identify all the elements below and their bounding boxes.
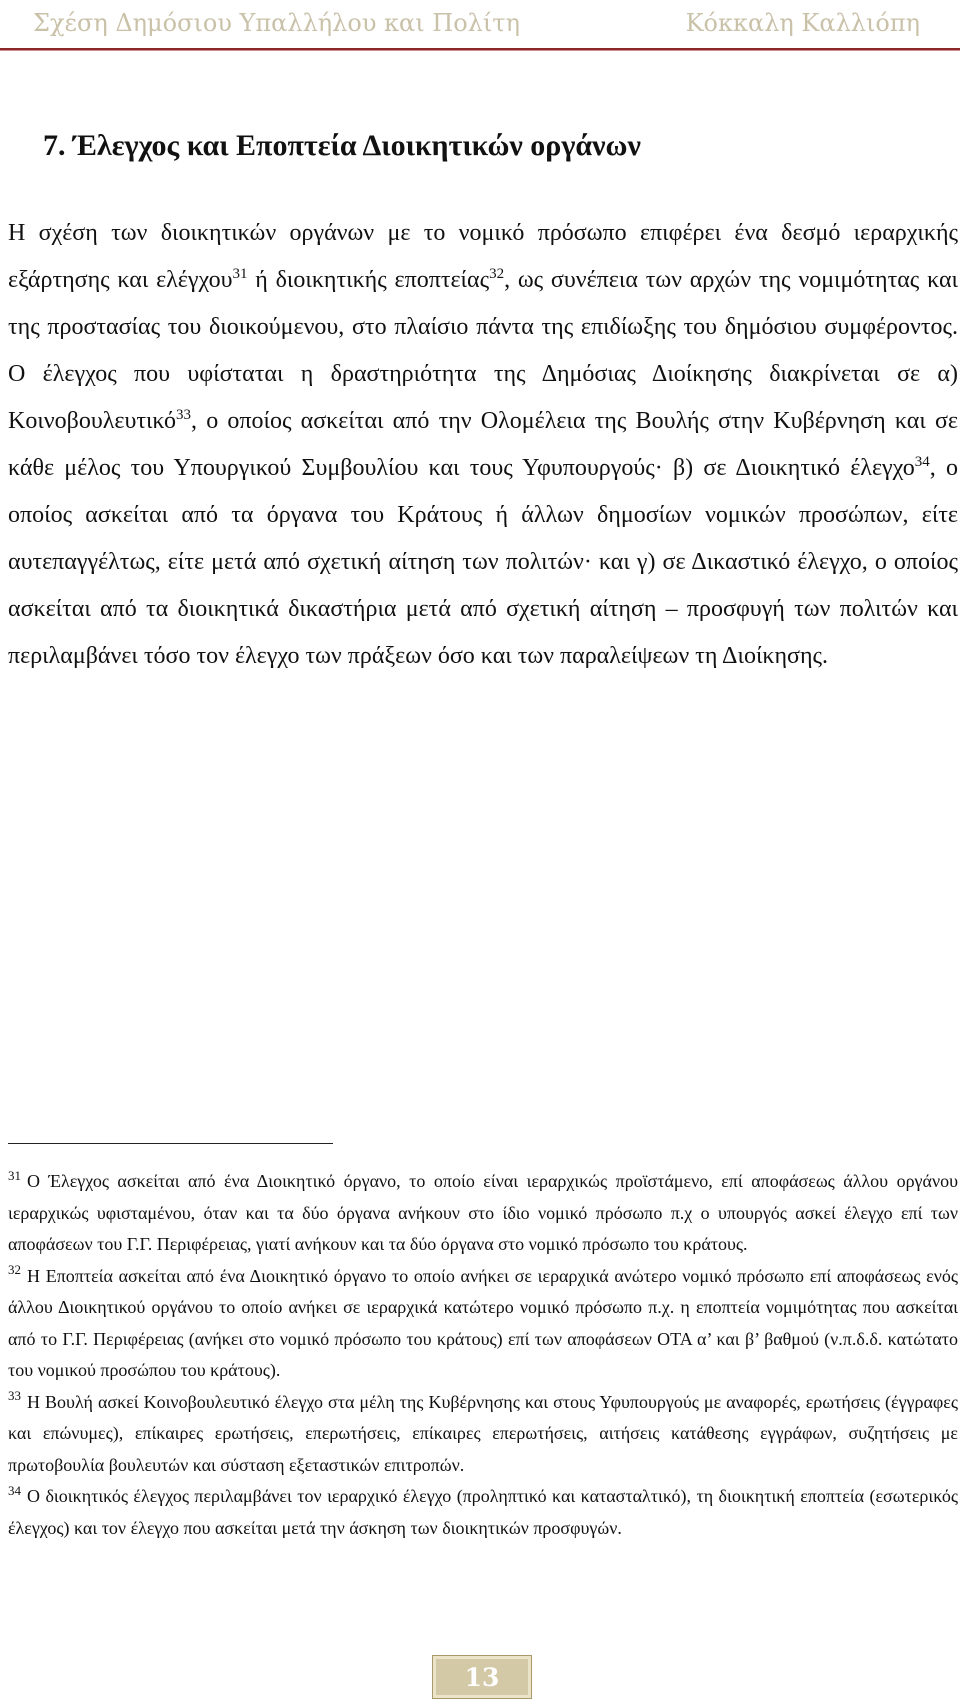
header-author: Κόκκαλη Καλλιόπη [685,9,920,37]
body-text-1: Η σχέση των διοικητικών οργάνων με το νομικό πρόσωπο επιφέρει ένα δεσμό ιεραρχικής εξάρτησης και ελέγχου [8,220,958,293]
footnote-ref-32[interactable]: 32 [489,266,505,282]
footnote-text: Ο Έλεγχος ασκείται από ένα Διοικητικό όργανο, το οποίο είναι ιεραρχικώς προϊστάμενο, επί αποφάσεως άλλου οργάνου ιεραρχικώς υφισταμένου, όταν και τα δύο όργανα ανήκουν στο ίδιο νομικό πρόσωπο π.χ ο υπουργός ασκεί έλεγχο επί των αποφάσεων του Γ.Γ. Περιφέρειας, γιατί ανήκουν και τα δύο όργανα στο νομικό πρόσωπο του κράτους. [8,1171,958,1254]
footnotes [8,1166,958,1544]
body-text-3: , ως συνέπεια των αρχών της νομιμότητας και της προστασίας του διοικούμενου, στο πλαίσιο πάντα της επιδίωξης του δημόσιου συμφέροντος. Ο έλεγχος που υφίσταται η δραστηριότητα της Δημόσιας Διοίκησης διακρίνεται σε α) Κοινοβουλευτικό [8,267,958,434]
footnote-32 [8,1261,958,1387]
footnote-text: Η Βουλή ασκεί Κοινοβουλευτικό έλεγχο στα μέλη της Κυβέρνησης και στους Υφυπουργούς με αναφορές, ερωτήσεις (έγγραφες και επώνυμες), επίκαιρες ερωτήσεις, επερωτήσεις, επίκαιρες επερωτήσεις, αιτήσεις κατάθεσης εγγράφων, συζητήσεις με πρωτοβουλία βουλευτών και σύσταση εξεταστικών επιτροπών. [8,1391,958,1475]
page-number-badge [432,1655,532,1699]
footnote-33 [8,1387,958,1482]
body-text-2: ή διοικητικής εποπτείας [247,267,490,293]
footnote-ref-31[interactable]: 31 [232,266,248,282]
running-header [8,0,952,46]
body-text-4: , ο οποίος ασκείται από την Ολομέλεια της Βουλής στην Κυβέρνηση και σε κάθε μέλος του Υπουργικού Συμβουλίου και τους Υφυπουργούς· β) σε Διοικητικό έλεγχο [8,408,958,481]
page-number: 13 [464,1662,500,1692]
footnote-number: 34 [8,1482,21,1498]
footnote-31 [8,1166,958,1261]
footnote-ref-33[interactable]: 33 [176,407,191,423]
footnote-34 [8,1481,958,1544]
footnote-text: Η Εποπτεία ασκείται από ένα Διοικητικό όργανο το οποίο ανήκει σε ιεραρχικά ανώτερο νομικό πρόσωπο επί αποφάσεως ενός άλλου Διοικητικού οργάνου το οποίο ανήκει σε ιεραρχικά κατώτερο νομικό πρόσωπο π.χ. η εποπτεία νομιμότητας που ασκείται από το Γ.Γ. Περιφέρειας (ανήκει στο νομικό πρόσωπο του κράτους) επί των αποφάσεων ΟΤΑ α’ και β’ βαθμού (ν.π.δ.δ. κατώτατο του νομικού προσώπου του κράτους). [8,1265,958,1380]
footnote-separator [8,1143,333,1144]
header-title: Σχέση Δημόσιου Υπαλλήλου και Πολίτη [33,9,520,37]
footnote-ref-34[interactable]: 34 [914,454,930,470]
footnote-number: 33 [8,1388,21,1404]
section-heading: 7. Έλεγχος και Εποπτεία Διοικητικών οργάνων [43,129,641,162]
body-text-5: , ο οποίος ασκείται από τα όργανα του Κράτους ή άλλων δημοσίων νομικών προσώπων, είτε αυτεπαγγέλτως, είτε μετά από σχετική αίτηση των πολιτών· και γ) σε Δικαστικό έλεγχο, ο οποίος ασκείται από τα διοικητικά δικαστήρια μετά από σχετική αίτηση – προσφυγή των πολιτών και περιλαμβάνει τόσο τον έλεγχο των πράξεων όσο και των παραλείψεων τη Διοίκησης. [8,455,959,669]
body-paragraph [8,210,958,680]
footnote-number: 32 [8,1262,21,1278]
footnote-text: Ο διοικητικός έλεγχος περιλαμβάνει τον ιεραρχικό έλεγχο (προληπτικό και κατασταλτικό), τη διοικητική εποπτεία (εσωτερικός έλεγχος) και τον έλεγχο που ασκείται μετά την άσκηση των διοικητικών προσφυγών. [8,1486,958,1538]
header-rule [0,48,960,51]
footnote-number: 31 [8,1167,21,1183]
